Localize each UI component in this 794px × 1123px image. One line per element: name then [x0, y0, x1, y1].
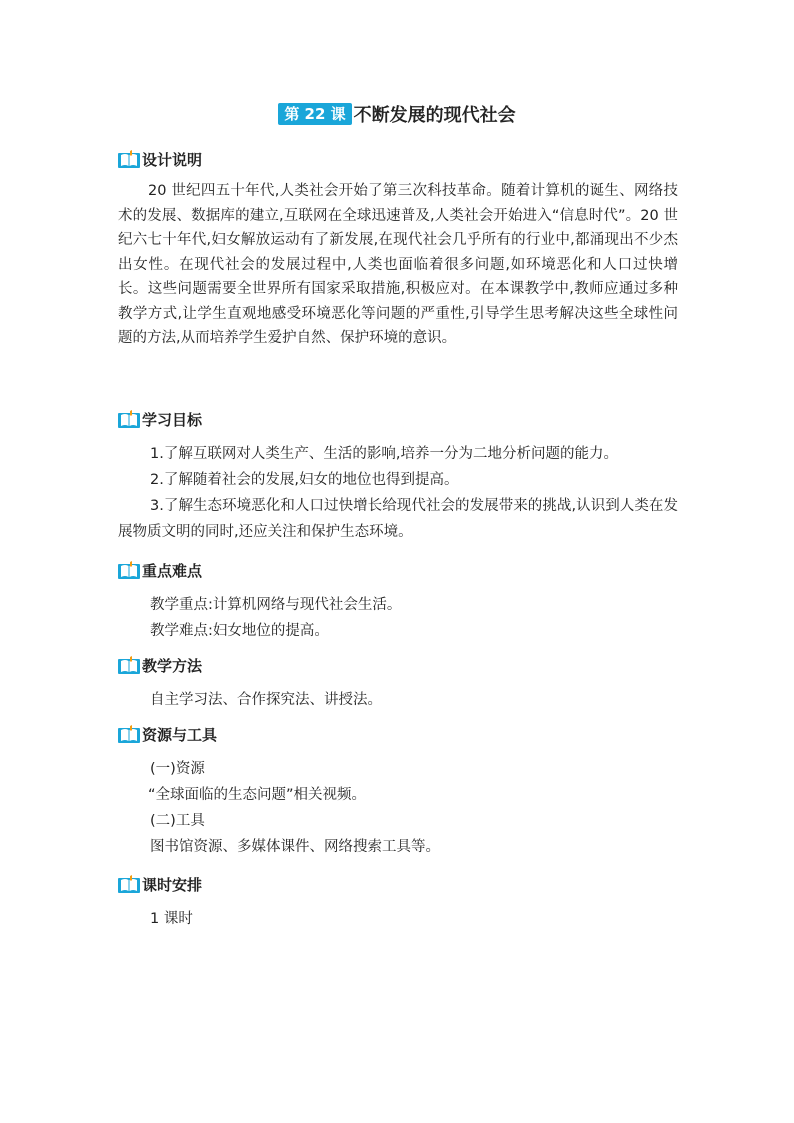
tools-subheading: (二)工具	[150, 813, 205, 829]
section-heading	[118, 654, 678, 678]
open-book-icon	[118, 656, 140, 674]
open-book-icon	[118, 875, 140, 893]
resources-subheading: (一)资源	[150, 761, 205, 777]
section-heading	[118, 148, 678, 172]
goal-item: 1.了解互联网对人类生产、生活的影响,培养一分为二地分析问题的能力。	[150, 446, 618, 462]
section-heading	[118, 873, 678, 897]
open-book-icon	[118, 561, 140, 579]
teaching-focus: 教学重点:计算机网络与现代社会生活。	[150, 597, 402, 613]
open-book-icon	[118, 150, 140, 168]
goal-item: 3.了解生态环境恶化和人口过快增长给现代社会的发展带来的挑战,认识到人类在发展物质文明的同时,还应关注和保护生态环境。	[118, 498, 678, 540]
goal-item: 2.了解随着社会的发展,妇女的地位也得到提高。	[150, 472, 459, 488]
section-heading-text: 教学方法	[142, 657, 203, 675]
open-book-icon	[118, 410, 140, 428]
methods-text: 自主学习法、合作探究法、讲授法。	[150, 692, 382, 708]
section-goals	[118, 408, 678, 545]
lesson-title-row	[0, 103, 794, 129]
schedule-text: 1 课时	[150, 911, 193, 927]
section-heading	[118, 559, 678, 583]
section-heading	[118, 723, 678, 747]
section-heading-text: 课时安排	[142, 876, 203, 894]
design-paragraph: 20 世纪四五十年代,人类社会开始了第三次科技革命。随着计算机的诞生、网络技术的发展、数据库的建立,互联网在全球迅速普及,人类社会开始进入“信息时代”。20 世纪六七十年代,妇女解放运动有了新发展,在现代社会几乎所有的行业中,都涌现出不少杰出女性。在现代社会的发展过程中,人类也面临着很多问题,如环境恶化和人口过快增长。这些问题需要全世界所有国家采取措施,积极应对。在本课教学中,教师应通过多种教学方式,让学生直观地感受环境恶化等问题的严重性,引导学生思考解决这些全球性问题的方法,从而培养学生爱护自然、保护环境的意识。	[118, 183, 678, 346]
section-heading	[118, 408, 678, 432]
section-heading-text: 设计说明	[142, 151, 203, 169]
section-design	[118, 148, 678, 351]
section-resources	[118, 723, 678, 860]
lesson-title: 不断发展的现代社会	[353, 105, 516, 126]
resources-text: “全球面临的生态问题”相关视频。	[148, 787, 367, 803]
tools-text: 图书馆资源、多媒体课件、网络搜索工具等。	[150, 839, 440, 855]
section-schedule	[118, 873, 678, 932]
section-methods	[118, 654, 678, 713]
section-heading-text: 学习目标	[142, 411, 203, 429]
section-keypoints	[118, 559, 678, 644]
teaching-difficulty: 教学难点:妇女地位的提高。	[150, 623, 329, 639]
section-heading-text: 资源与工具	[142, 726, 218, 744]
section-heading-text: 重点难点	[142, 562, 203, 580]
open-book-icon	[118, 725, 140, 743]
lesson-number-badge: 第 22 课	[278, 103, 351, 125]
